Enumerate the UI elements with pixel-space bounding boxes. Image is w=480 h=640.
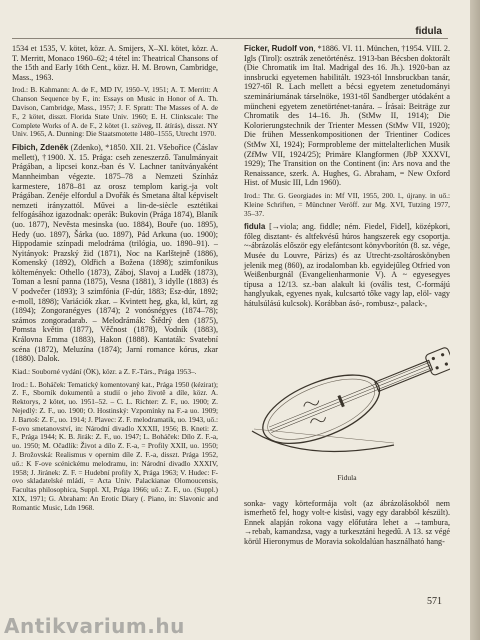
entry-body: , *1886. VI. 11. München, †1954. VIII. 2. Igls (Tirol): osztrák zenetörténész. 1913-ban Bécsben doktorált (Die Chromatik im Ital. Madrigal des 16. Jh.). 1920-ban az innsbrucki egyetemen habilitált. 1923-tól Innsbruckban tanár, 1927-től R. Lach mellett a bécsi egyetem zenetudományi szemináriumának társelnöke, 1931-től Sandberger utódaként a müncheni egyetem zenetörténet-tanára. – Írásai: Beiträge zur Chromatik des 14–16. Jh. (StMw II, 1914); Die Kolorierungstechnik der Trienter Messen (StMw VII, 1920); Die frühen Messenkompositionen der Trientiner Codices (StMw XI, 1924); Formprobleme der mittelalterlichen Musik (ZfMw VII, 1924/25); Primäre Klangformen (JbP XXXVI, 1929); The Transition on the Continent (in: Ars nova and the Renaissance, szerk. A. Hughes, G. Abraham, = New Oxford Hist. of Music III, Ldn 1960). xyxy=(244,44,451,188)
continued-entry-text: 1534 et 1535, V. kötet, közr. A. Smijers, X–XI. kötet, közr. A. T. Merritt, Monaco 1960–62; 4 tétel in: Theatrical Chansons of the 15th and Early 16th Cent., közr. H. M. Brown, Cambridge, Mass., 1963. xyxy=(12,44,218,82)
figure-caption: Fidula xyxy=(337,473,357,483)
watermark: Antikvarium.hu xyxy=(4,614,185,638)
entry-fibich xyxy=(12,143,218,364)
header-rule xyxy=(12,38,448,39)
entry-fidula xyxy=(244,222,450,308)
fidula-illustration xyxy=(244,313,450,493)
bibliography-block: Irod.: Thr. G. Georgiades in: Mf VII, 1955, 200. l., újrany. in uő.: Kleine Schriften, = Münchner Veröff. zur Mg. XVI, Tutzing 1977, 35–37. xyxy=(244,190,450,218)
edition-note: Kiad.: Souborné vydání (ÖK), közr. a Z. F.-Társ., Prága 1953–. xyxy=(12,366,197,376)
running-head: fidula xyxy=(415,26,442,37)
entry-body: [→viola; ang. fiddle; ném. Fiedel, Fidel], középkori, főleg disztant- és altfekvésű húros hangszerek egy csoportja. ~-ábrázolás először egy elefántcsont könyvborítón (8. sz. vége, Musée du Louvre, Párizs) és az Utrecht-zsoltároskönyben jelenik meg (860), az irodalomban kb. egyidejűleg Otfried von Weißenburgnál (Evangelienharmonie V). A ~ egyesegyes típusa a 12/13. sz.-ban alakult ki (ovális test, C-formájú hanglyukak, egyenes nyak, kulcsartó tőke vagy lap, elöl- vagy hátulsúlású kulcsok). Korábban ásó-, rombusz-, palack-, xyxy=(244,222,450,309)
bow-icon xyxy=(252,431,394,451)
fidula-drawing xyxy=(244,313,450,478)
entry-headword: fidula xyxy=(244,222,266,232)
left-column xyxy=(12,44,218,517)
entry-fidula-continued: sonka- vagy körteformája volt (az ábrázolásokból nem ismerhető fel, hogy volt-e kisüsi, vagy egy darabból készült). Ennek alapján rokona vagy előfutára lehet a →tambura, →rebab, kamandzsa, vagy a turkesztáni hegedű. A 13. sz végé körül Hieronymus de Moravia sokoldalúan használható hang- xyxy=(244,498,450,547)
page-gutter xyxy=(470,0,480,640)
entry-ficker xyxy=(244,44,450,188)
entry-headword: Fibich, Zdeněk xyxy=(12,143,69,153)
entry-headword: Ficker, Rudolf von xyxy=(244,44,314,53)
bibliography-block: Irod.: B. Kahmann: A. de F., MD IV, 1950–V, 1951; A. T. Merritt: A Chanson Sequence by F., in: Essays on Music in Honor of A. Th. Davison, Cambridge, Mass., 1957; J. F. Spratt: The Masses of A. de F., 2 kötet, disszt. Florida State Univ. 1960; E. H. Clinkscale: The Complete Works of A. de F., 2 kötet (1. szöveg, II. átírás), disszt. NY Univ. 1965, A. Dunning: Die Staatsmotette 1480–1555, Utrecht 1970. xyxy=(12,85,218,139)
bibliography-block: Irod.: L. Boháček: Tematický komentovaný kat., Prága 1950 (kézirat); Z. F., Sborník dokumentů a studií o jeho životě a díle, közr. A. Rektorys, 2 kötet, uo. 1951–52. – C. L. Richter: Z. F., uo. 1900; Z. Nejedlý: Z. F., uo. 1900; O. Hostinský: Vzpomínky na F.-a uo. 1909; J. Bartoš: Z. F., uo. 1914; J. Plavec: Z. F. melodramatik, uo. 1943, uő.: F-ovo smetanovství, in: Národní divadlo XXXII, 1956; B. Kneti: Z. F., Prága 1944; K. B. Jirák: Z. F., uo. 1947; L. Boháček: Dílo Z. F.-a, uo. 1950; M. Očadlík: Život a dílo Z. F.-a, = Profily XXII, uo. 1950; J. Brožovská: Realismus v opernim díle Z. F.-a, disszt. Prága 1952, uő.: K F-ove scénickému melodramu, in: Národní divadlo XXXIV, 1958; J. Jiránek: Z. F. = Hudební profily X, Prága 1963; V. Hudec: F-ovo skladatelské mládí, = Acta Univ. Palackianae Olomoucensis, Facultas philosophica, Suppl. XI, Prága 1966; uő.: Z. F., uo. (Suppl.) XIX, 1971; G. Abraham: An Erotic Diary (. Piano, in: Slavonic and Romantic Music, Ldn 1968. xyxy=(12,379,218,512)
right-column xyxy=(244,44,450,551)
page-number: 571 xyxy=(427,596,442,607)
entry-body: (Zdenko), *1850. XII. 21. Všebořice (Čáslav mellett), †1900. X. 15. Prága: cseh zeneszerző. Tanulmányait Prágában, a lipcsei konz.-ban és V. Lachner tanítványaként Mannheimban végezte. 1875–78 a Nemzeti Színház karmestere, 1878–81 az orosz templom karig.-ja volt Prágában. Zenéje elfordul a Dvořák és Smetana által képviselt nemzeti irányzattól. Művei a lin-de-siècle esztétikai felfogásához igazodnak: operák: Bukovin (Prága 1874), Blaník (uo. 1877), Nevěsta mesinska (uo. 1884), Bouře (uo. 1895), Hedy (uo. 1897), Šárka (uo. 1897), Pád Arkuna (uo. 1900); Hippodamie színpadi melodráma (trilógia, uo. 1890–91). – Nyitányok: Prazský žid (1871), Noc na Karlštejně (1886), Komenský (1892), Oldřich a Božena (1898); szimfonikus költemények: Othello (1873), Záboj, Slavoj a Luděk (1873), Toman a lesní panna (1875), Vesna (1881), 3 idylle (1883) és V podvečer (1893); 3 szimfónia (F-dúr, 1883; Esz-dúr, 1892; e-moll, 1898); Variációk zkar. – Kvintett heg, gka, kl, kürt, zg (1894); Zongoranégyes (1874); 2 vonósnégyes (1874–78); számos zongoradarab. – Melodrámák: Štědrý den (1875), Pomsta květin (1877), Věčnost (1878), Vodník (1883), Královna Emma (1883), Hakon (1888). Kantaták: Svatební scéna (1872), Meluzína (1874); Jarní romance kórus, zkar (1880). Dalok. xyxy=(12,143,218,364)
